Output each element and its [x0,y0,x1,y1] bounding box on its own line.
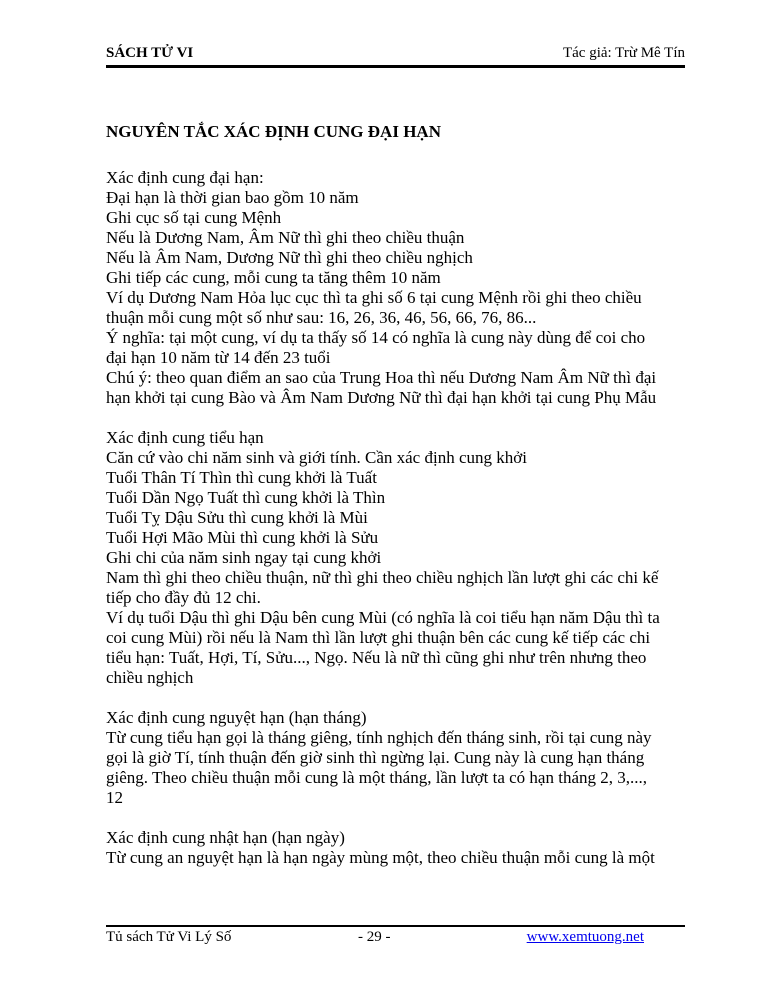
paragraph-nhat-han [106,828,681,868]
text-line: Ghi cục số tại cung Mệnh [106,208,282,227]
section-heading: NGUYÊN TẮC XÁC ĐỊNH CUNG ĐẠI HẠN [106,122,441,141]
text-line: Xác định cung nguyệt hạn (hạn tháng) [106,708,367,727]
text-line: Tuổi Hợi Mão Mùi thì cung khởi là Sửu [106,528,379,547]
text-line: Căn cứ vào chi năm sinh và giới tính. Cần xác định cung khởi [106,448,527,467]
footer-divider [106,925,685,927]
paragraph-gap [106,808,681,828]
text-line: Tuổi Thân Tí Thìn thì cung khởi là Tuất [106,468,377,487]
text-line: Ví dụ tuổi Dậu thì ghi Dậu bên cung Mùi (có nghĩa là coi tiểu hạn năm Dậu thì ta [106,608,660,627]
paragraph-gap [106,408,681,428]
text-line: Ghi tiếp các cung, mỗi cung ta tăng thêm 10 năm [106,268,441,287]
text-line: tiểu hạn: Tuất, Hợi, Tí, Sửu..., Ngọ. Nếu là nữ thì cũng ghi như trên nhưng theo [106,648,647,667]
footer-series: Tủ sách Tử Vi Lý Số [106,929,232,945]
paragraph-dai-han [106,168,681,408]
text-line: Tuổi Tỵ Dậu Sửu thì cung khởi là Mùi [106,508,368,527]
header-divider [106,65,685,68]
text-line: Tuổi Dần Ngọ Tuất thì cung khởi là Thìn [106,488,386,507]
text-line: hạn khởi tại cung Bào và Âm Nam Dương Nữ thì đại hạn khởi tại cung Phụ Mẫu [106,388,657,407]
paragraph-tieu-han [106,428,681,688]
author: Tác giả: Trừ Mê Tín [562,45,685,61]
text-line: coi cung Mùi) rồi nếu là Nam thì lần lượt ghi thuận bên các cung kế tiếp các chi [106,628,651,647]
text-line: Nếu là Dương Nam, Âm Nữ thì ghi theo chiều thuận [106,228,465,247]
paragraph-gap [106,688,681,708]
text-line: Chú ý: theo quan điểm an sao của Trung Hoa thì nếu Dương Nam Âm Nữ thì đại [106,368,657,387]
text-line: Xác định cung đại hạn: [106,168,264,187]
text-line: Ghi chi của năm sinh ngay tại cung khởi [106,548,382,567]
text-line: Ý nghĩa: tại một cung, ví dụ ta thấy số 14 có nghĩa là cung này dùng để coi cho [106,328,646,347]
paragraph-nguyet-han [106,708,681,808]
text-line: giêng. Theo chiều thuận mỗi cung là một tháng, lần lượt ta có hạn tháng 2, 3,..., [106,768,647,787]
body-text [106,168,681,868]
text-line: tiếp cho đầy đủ 12 chi. [106,588,261,607]
text-line: Nam thì ghi theo chiều thuận, nữ thì ghi theo chiều nghịch lần lượt ghi các chi kế [106,568,659,587]
text-line: Xác định cung nhật hạn (hạn ngày) [106,828,345,847]
text-line: gọi là giờ Tí, tính thuận đến giờ sinh thì ngừng lại. Cung này là cung hạn tháng [106,748,645,767]
text-line: Từ cung an nguyệt hạn là hạn ngày mùng một, theo chiều thuận mỗi cung là một [106,848,655,867]
text-line: Từ cung tiểu hạn gọi là tháng giêng, tính nghịch đến tháng sinh, rồi tại cung này [106,728,652,747]
page-number: - 29 - [358,929,391,945]
text-line: thuận mỗi cung một số như sau: 16, 26, 36, 46, 56, 66, 76, 86... [106,308,537,327]
text-line: Nếu là Âm Nam, Dương Nữ thì ghi theo chiều nghịch [106,248,473,267]
text-line: đại hạn 10 năm từ 14 đến 23 tuổi [106,348,331,367]
book-title: SÁCH TỬ VI [106,45,194,61]
text-line: Ví dụ Dương Nam Hỏa lục cục thì ta ghi số 6 tại cung Mệnh rồi ghi theo chiều [106,288,642,307]
text-line: Đại hạn là thời gian bao gồm 10 năm [106,188,359,207]
website-link[interactable]: www.xemtuong.net [526,929,644,945]
text-line: Xác định cung tiểu hạn [106,428,264,447]
text-line: chiều nghịch [106,668,194,687]
text-line: 12 [106,788,123,807]
